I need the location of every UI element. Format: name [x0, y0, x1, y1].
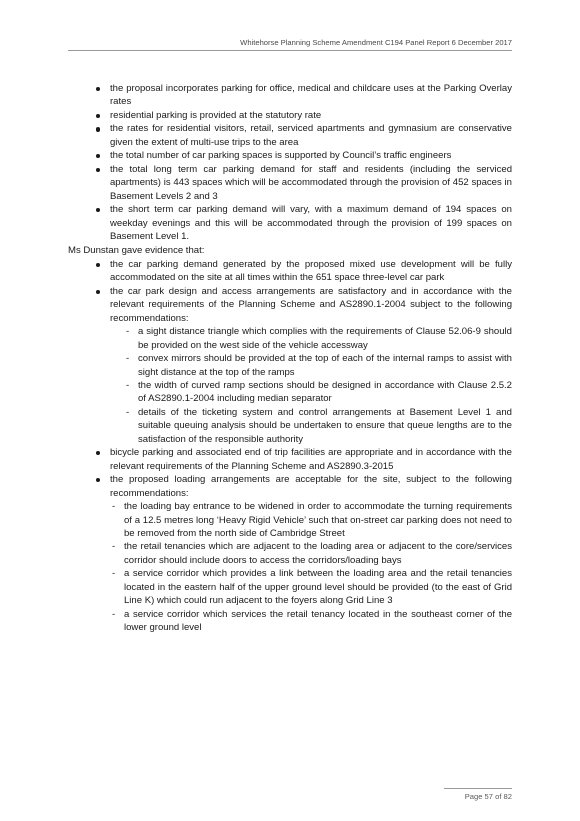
list-item: the total number of car parking spaces is supported by Council’s traffic engineers	[68, 149, 512, 162]
page-body	[68, 82, 512, 635]
list-item	[68, 473, 512, 634]
list-item: the short term car parking demand will vary, with a maximum demand of 194 spaces on weekday evenings and this will be accommodated through the provision of 199 spaces on Basement Level 1.	[68, 203, 512, 243]
evidence-text: the car parking demand generated by the proposed mixed use development will be fully accommodated on the site at all times within the 651 space three-level car park	[110, 258, 512, 284]
sub-list-item: - a service corridor which services the retail tenancy located in the southeast corner of the lower ground level	[110, 608, 512, 635]
list-item: the proposal incorporates parking for office, medical and childcare uses at the Parking Overlay rates	[68, 82, 512, 109]
evidence-text: bicycle parking and associated end of trip facilities are appropriate and in accordance with the relevant requirements of the Planning Scheme and AS2890.3-2015	[110, 447, 512, 472]
loading-recommendations	[110, 500, 512, 635]
sub-list-item: - a service corridor which provides a link between the loading area and the retail tenancies located in the eastern half of the upper ground level should be provided (to the east of Grid Line K) which could run adjacent to the foyers along Grid Line 3	[110, 567, 512, 607]
evidence-text: the proposed loading arrangements are acceptable for the site, subject to the following recommendations:	[110, 474, 512, 499]
sub-list-item: - a sight distance triangle which complies with the requirements of Clause 52.06-9 should be provided on the west side of the vehicle accessway	[124, 325, 512, 352]
list-item: the rates for residential visitors, retail, serviced apartments and gymnasium are conservative given the extent of multi-use trips to the area	[68, 122, 512, 149]
sub-list-item: - the retail tenancies which are adjacent to the loading area or adjacent to the core/services corridor should include doors to access the corridors/loading bays	[110, 540, 512, 567]
evidence-list	[68, 258, 512, 635]
sub-list-item: - details of the ticketing system and control arrangements at Basement Level 1 and suitable queuing analysis should be undertaken to ensure that queue lengths are to the satisfaction of the responsible authority	[124, 406, 512, 446]
sub-list-item: - convex mirrors should be provided at the top of each of the internal ramps to assist with sight distance at the top of the ramps	[124, 352, 512, 379]
sub-list-item: - the width of curved ramp sections should be designed in accordance with Clause 2.5.2 of AS2890.1-2004 including median separator	[124, 379, 512, 406]
submissions-list	[68, 82, 512, 243]
evidence-intro: Ms Dunstan gave evidence that:	[68, 245, 205, 257]
list-item	[68, 285, 512, 446]
list-item	[68, 446, 512, 473]
list-item: the total long term car parking demand for staff and residents (including the serviced apartments) is 443 spaces which will be accommodated through the provision of 452 spaces in Basement Levels 2 and 3	[68, 163, 512, 203]
list-item: residential parking is provided at the statutory rate	[68, 109, 512, 122]
car-park-recommendations	[124, 325, 512, 446]
list-item	[68, 258, 512, 285]
sub-list-item: - the loading bay entrance to be widened in order to accommodate the turning requirements of a 12.5 metres long ‘Heavy Rigid Vehicle’ such that on-street car parking does not need to be removed from the north side of Cambridge Street	[110, 500, 512, 540]
running-header: Whitehorse Planning Scheme Amendment C194 Panel Report 6 December 2017	[68, 38, 512, 51]
page-number: Page 57 of 82	[444, 788, 512, 801]
evidence-text: the car park design and access arrangements are satisfactory and in accordance with the relevant requirements of the Planning Scheme and AS2890.1-2004 subject to the following recommendations:	[110, 285, 512, 324]
